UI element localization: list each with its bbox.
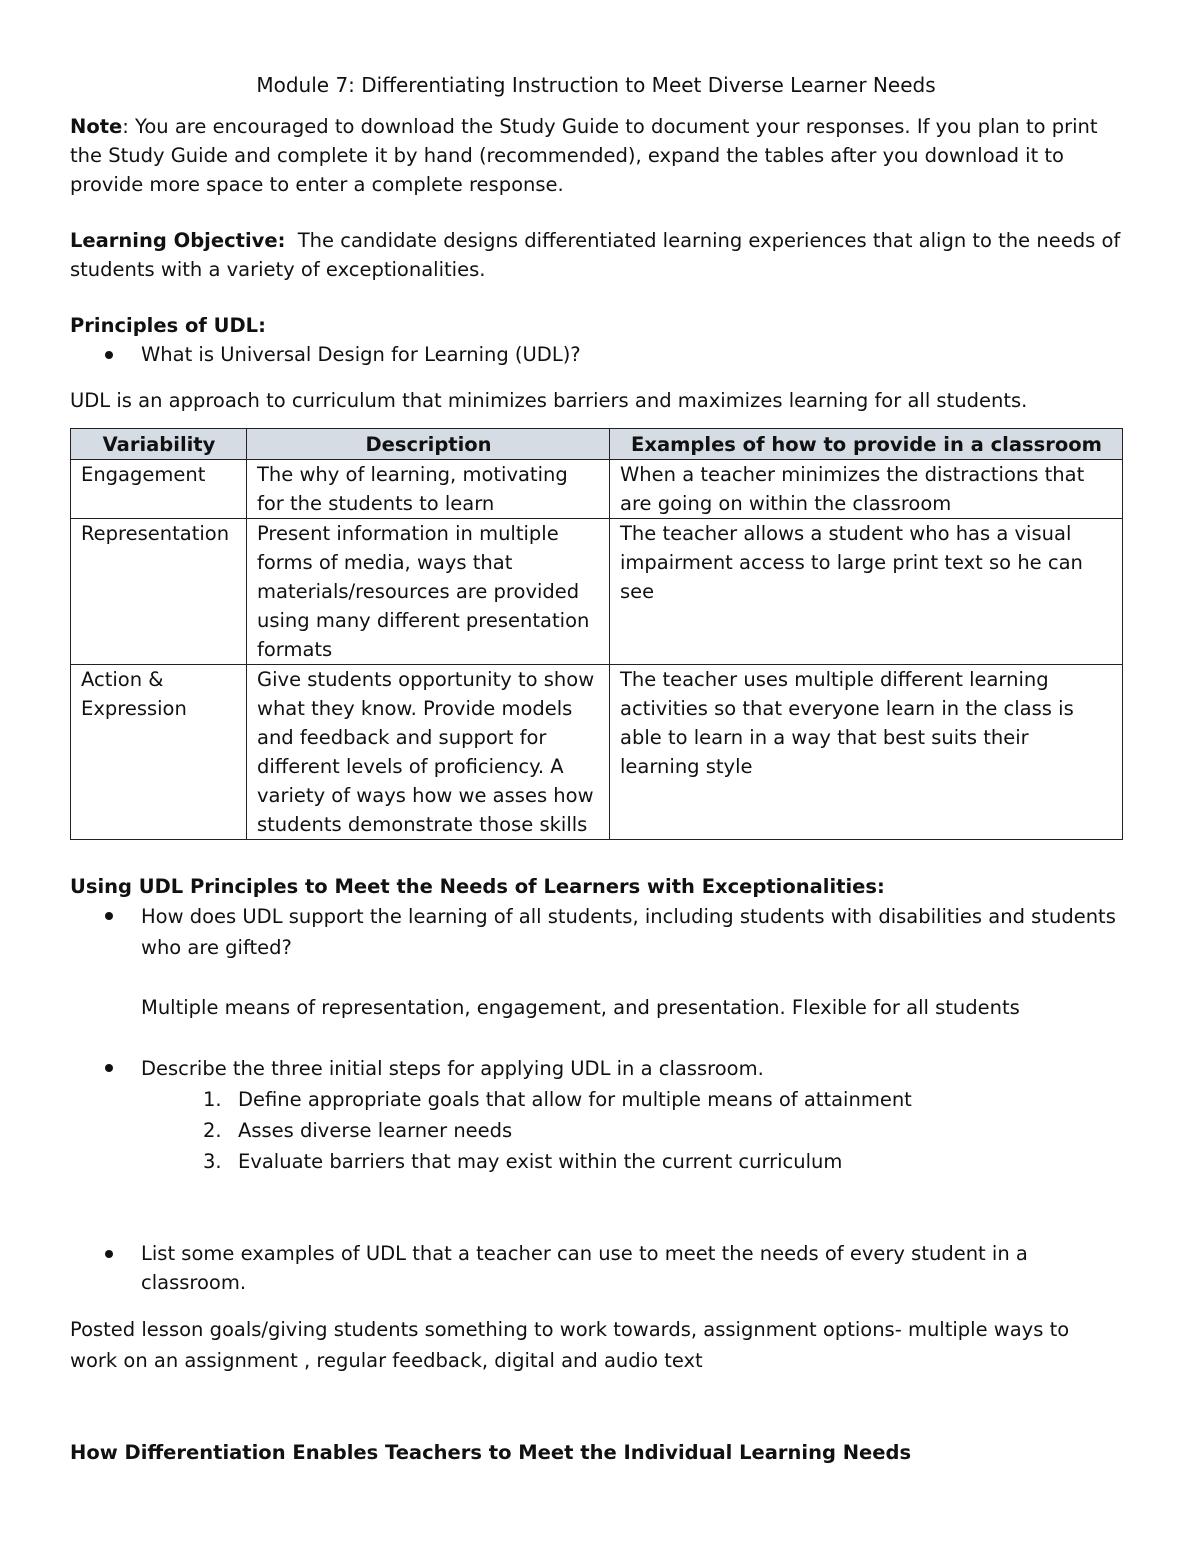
steps-list [70, 1084, 1122, 1177]
cell-variability: Representation [71, 519, 247, 665]
step-number: 1. [203, 1088, 222, 1111]
cell-example: The teacher uses multiple different learning activities so that everyone learn in the class is able to learn in a way that best suits their learning style [610, 665, 1123, 840]
table-row [71, 665, 1123, 840]
differentiation-heading: How Differentiation Enables Teachers to Meet the Individual Learning Needs [70, 1441, 912, 1464]
list-item [70, 1239, 1122, 1297]
list-item [70, 1115, 1122, 1146]
objective-text: The candidate designs differentiated learning experiences that align to the needs of students with a variety of exceptionalities. [70, 229, 1127, 281]
cell-variability: Engagement [71, 460, 247, 519]
udl-answer: UDL is an approach to curriculum that minimizes barriers and maximizes learning for all students. [70, 389, 1028, 412]
cell-variability: Action & Expression [71, 665, 247, 840]
note-text: : You are encouraged to download the Study Guide to document your responses. If you plan to print the Study Guide and complete it by hand (recommended), expand the tables after you download it to provide more space to enter a complete response. [70, 115, 1098, 196]
bullet-icon [105, 1064, 113, 1072]
exceptionalities-list-3 [70, 1239, 1122, 1297]
list-item [70, 1146, 1122, 1177]
step-number: 3. [203, 1150, 222, 1173]
udl-question: What is Universal Design for Learning (UDL)? [141, 343, 581, 366]
answer-1: Multiple means of representation, engagement, and presentation. Flexible for all students [141, 996, 1020, 1019]
bullet-icon [105, 1250, 113, 1258]
list-item [70, 1053, 1122, 1084]
question-3: List some examples of UDL that a teacher can use to meet the needs of every student in a classroom. [141, 1242, 1028, 1294]
exceptionalities-heading: Using UDL Principles to Meet the Needs of Learners with Exceptionalities: [70, 875, 885, 898]
header-examples: Examples of how to provide in a classroom [610, 429, 1123, 460]
step-text: Asses diverse learner needs [238, 1119, 513, 1142]
exceptionalities-list-2 [70, 1053, 1122, 1084]
cell-description: Present information in multiple forms of media, ways that materials/resources are provided using many different presentation formats [247, 519, 610, 665]
document-page [70, 70, 1127, 1467]
question-1: How does UDL support the learning of all students, including students with disabilities and students who are gifted? [141, 905, 1116, 959]
objective-paragraph [70, 226, 1127, 284]
table-header-row [71, 429, 1123, 460]
question-2: Describe the three initial steps for applying UDL in a classroom. [141, 1057, 764, 1080]
note-paragraph [70, 112, 1122, 199]
answer-3: Posted lesson goals/giving students something to work towards, assignment options- multiple ways to work on an assignment , regular feedback, digital and audio text [70, 1318, 1070, 1372]
udl-table [70, 428, 1123, 840]
exceptionalities-list-1 [70, 901, 1122, 963]
list-item [70, 340, 1122, 369]
udl-heading: Principles of UDL: [70, 314, 266, 337]
note-label: Note [70, 115, 123, 138]
objective-label: Learning Objective: [70, 229, 286, 252]
cell-example: The teacher allows a student who has a visual impairment access to large print text so he can see [610, 519, 1123, 665]
bullet-icon [105, 912, 113, 920]
table-row [71, 519, 1123, 665]
header-variability: Variability [71, 429, 247, 460]
page-title: Module 7: Differentiating Instruction to Meet Diverse Learner Needs [256, 73, 936, 97]
cell-example: When a teacher minimizes the distractions that are going on within the classroom [610, 460, 1123, 519]
step-text: Define appropriate goals that allow for multiple means of attainment [238, 1088, 912, 1111]
step-text: Evaluate barriers that may exist within the current curriculum [238, 1150, 843, 1173]
table-row [71, 460, 1123, 519]
cell-description: Give students opportunity to show what they know. Provide models and feedback and support for different levels of proficiency. A variety of ways how we asses how students demonstrate those skills [247, 665, 610, 840]
bullet-icon [105, 351, 113, 359]
list-item [70, 901, 1122, 963]
udl-question-list [70, 340, 1122, 369]
list-item [70, 1084, 1122, 1115]
cell-description: The why of learning, motivating for the students to learn [247, 460, 610, 519]
header-description: Description [247, 429, 610, 460]
step-number: 2. [203, 1119, 222, 1142]
